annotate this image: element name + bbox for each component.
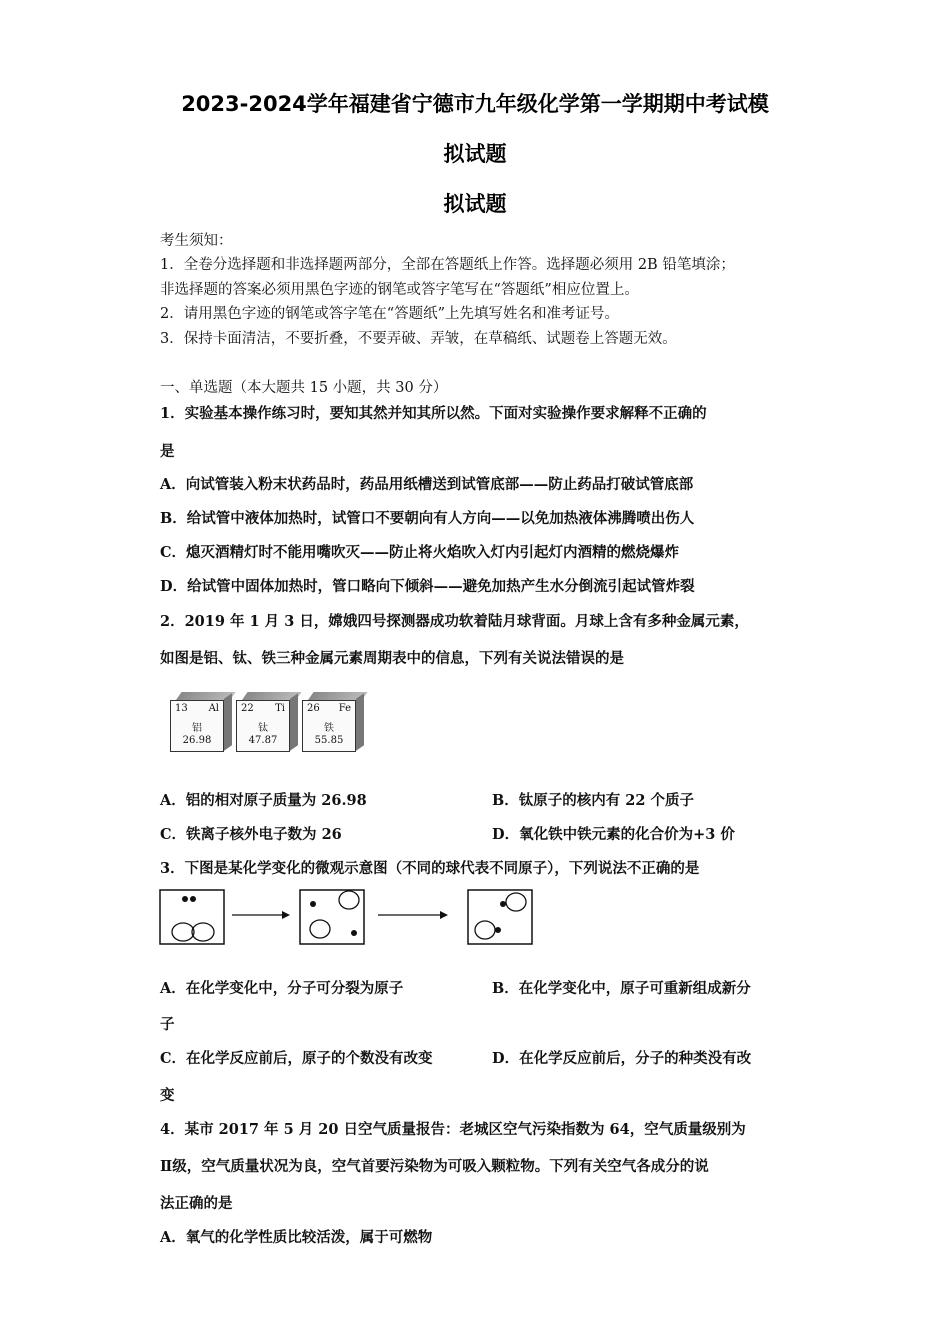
q1-option-b: B．给试管中液体加热时，试管口不要朝向有人方向——以免加热液体沸腾喷出伤人 bbox=[160, 510, 695, 527]
q1-option-d: D．给试管中固体加热时，管口略向下倾斜——避免加热产生水分倒流引起试管炸裂 bbox=[160, 578, 695, 595]
q1-stem: 是 bbox=[160, 443, 175, 460]
intermediate-box bbox=[300, 890, 364, 944]
element-name: 铝 bbox=[192, 723, 202, 734]
arrow-icon bbox=[232, 911, 290, 919]
q3-option-c: C．在化学反应前后，原子的个数没有改变 bbox=[160, 1050, 433, 1067]
q4-stem: 法正确的是 bbox=[160, 1195, 233, 1212]
q3-stem: 3．下图是某化学变化的微观示意图（不同的球代表不同原子），下列说法不正确的是 bbox=[160, 860, 700, 877]
q3-option-b-cont: 子 bbox=[160, 1016, 175, 1033]
element-number: 26 bbox=[307, 703, 320, 714]
exam-title-line2: 拟试题 bbox=[443, 142, 507, 166]
q3-option-d-cont: 变 bbox=[160, 1087, 175, 1104]
element-number: 13 bbox=[175, 703, 188, 714]
exam-title-line3: 拟试题 bbox=[443, 192, 507, 216]
element-mass: 55.85 bbox=[314, 735, 344, 746]
section-heading: 一、单选题（本大题共 15 小题，共 30 分） bbox=[160, 380, 448, 396]
arrow-icon bbox=[378, 911, 448, 919]
q3-option-b: B．在化学变化中，原子可重新组成新分 bbox=[492, 980, 751, 997]
q2-stem: 如图是铝、钛、铁三种金属元素周期表中的信息，下列有关说法错误的是 bbox=[160, 650, 624, 667]
q1-stem: 1．实验基本操作练习时，要知其然并知其所以然。下面对实验操作要求解释不正确的 bbox=[160, 405, 707, 422]
q4-option-a: A．氧气的化学性质比较活泼，属于可燃物 bbox=[160, 1229, 433, 1246]
element-card-al bbox=[170, 692, 232, 752]
product-box bbox=[468, 890, 532, 944]
q1-option-c: C．熄灭酒精灯时不能用嘴吹灭——防止将火焰吹入灯内引起灯内酒精的燃烧爆炸 bbox=[160, 544, 680, 561]
element-number: 22 bbox=[241, 703, 254, 714]
reactant-box bbox=[160, 890, 224, 944]
q4-stem: Ⅱ级，空气质量状况为良，空气首要污染物为可吸入颗粒物。下列有关空气各成分的说 bbox=[160, 1158, 709, 1175]
element-name: 钛 bbox=[258, 723, 268, 734]
q2-option-d: D．氧化铁中铁元素的化合价为+3 价 bbox=[492, 826, 735, 843]
q3-option-a: A．在化学变化中，分子可分裂为原子 bbox=[160, 980, 404, 997]
q2-option-b: B．钛原子的核内有 22 个质子 bbox=[492, 792, 695, 809]
notice-item: 3．保持卡面清洁，不要折叠，不要弄破、弄皱，在草稿纸、试题卷上答题无效。 bbox=[160, 331, 677, 347]
element-mass: 47.87 bbox=[248, 735, 278, 746]
q2-option-c: C．铁离子核外电子数为 26 bbox=[160, 826, 342, 843]
element-symbol: Ti bbox=[275, 703, 285, 714]
q1-option-a: A．向试管装入粉末状药品时，药品用纸槽送到试管底部——防止药品打破试管底部 bbox=[160, 476, 694, 493]
reaction-diagram bbox=[158, 888, 538, 948]
notice-item: 1．全卷分选择题和非选择题两部分，全部在答题纸上作答。选择题必须用 2B 铅笔填涂； bbox=[160, 257, 735, 273]
q4-stem: 4．某市 2017 年 5 月 20 日空气质量报告：老城区空气污染指数为 64，空气质量级别为 bbox=[160, 1121, 746, 1138]
element-mass: 26.98 bbox=[182, 735, 212, 746]
element-card-ti bbox=[236, 692, 298, 752]
q3-option-d: D．在化学反应前后，分子的种类没有改 bbox=[492, 1050, 752, 1067]
exam-title-line1: 2023-2024学年福建省宁德市九年级化学第一学期期中考试模 bbox=[181, 92, 769, 116]
element-name: 铁 bbox=[324, 723, 334, 734]
notice-heading: 考生须知： bbox=[160, 233, 233, 249]
periodic-table-figure bbox=[160, 692, 400, 758]
element-symbol: Al bbox=[208, 703, 219, 714]
q2-option-a: A．铝的相对原子质量为 26.98 bbox=[160, 792, 367, 809]
notice-item: 2．请用黑色字迹的钢笔或答字笔在“答题纸”上先填写姓名和准考证号。 bbox=[160, 306, 620, 322]
element-card-fe bbox=[302, 692, 364, 752]
element-symbol: Fe bbox=[338, 703, 351, 714]
q2-stem: 2．2019 年 1 月 3 日，嫦娥四号探测器成功软着陆月球背面。月球上含有多种金属元素， bbox=[160, 613, 749, 630]
notice-item: 非选择题的答案必须用黑色字迹的钢笔或答字笔写在“答题纸”相应位置上。 bbox=[160, 282, 639, 298]
